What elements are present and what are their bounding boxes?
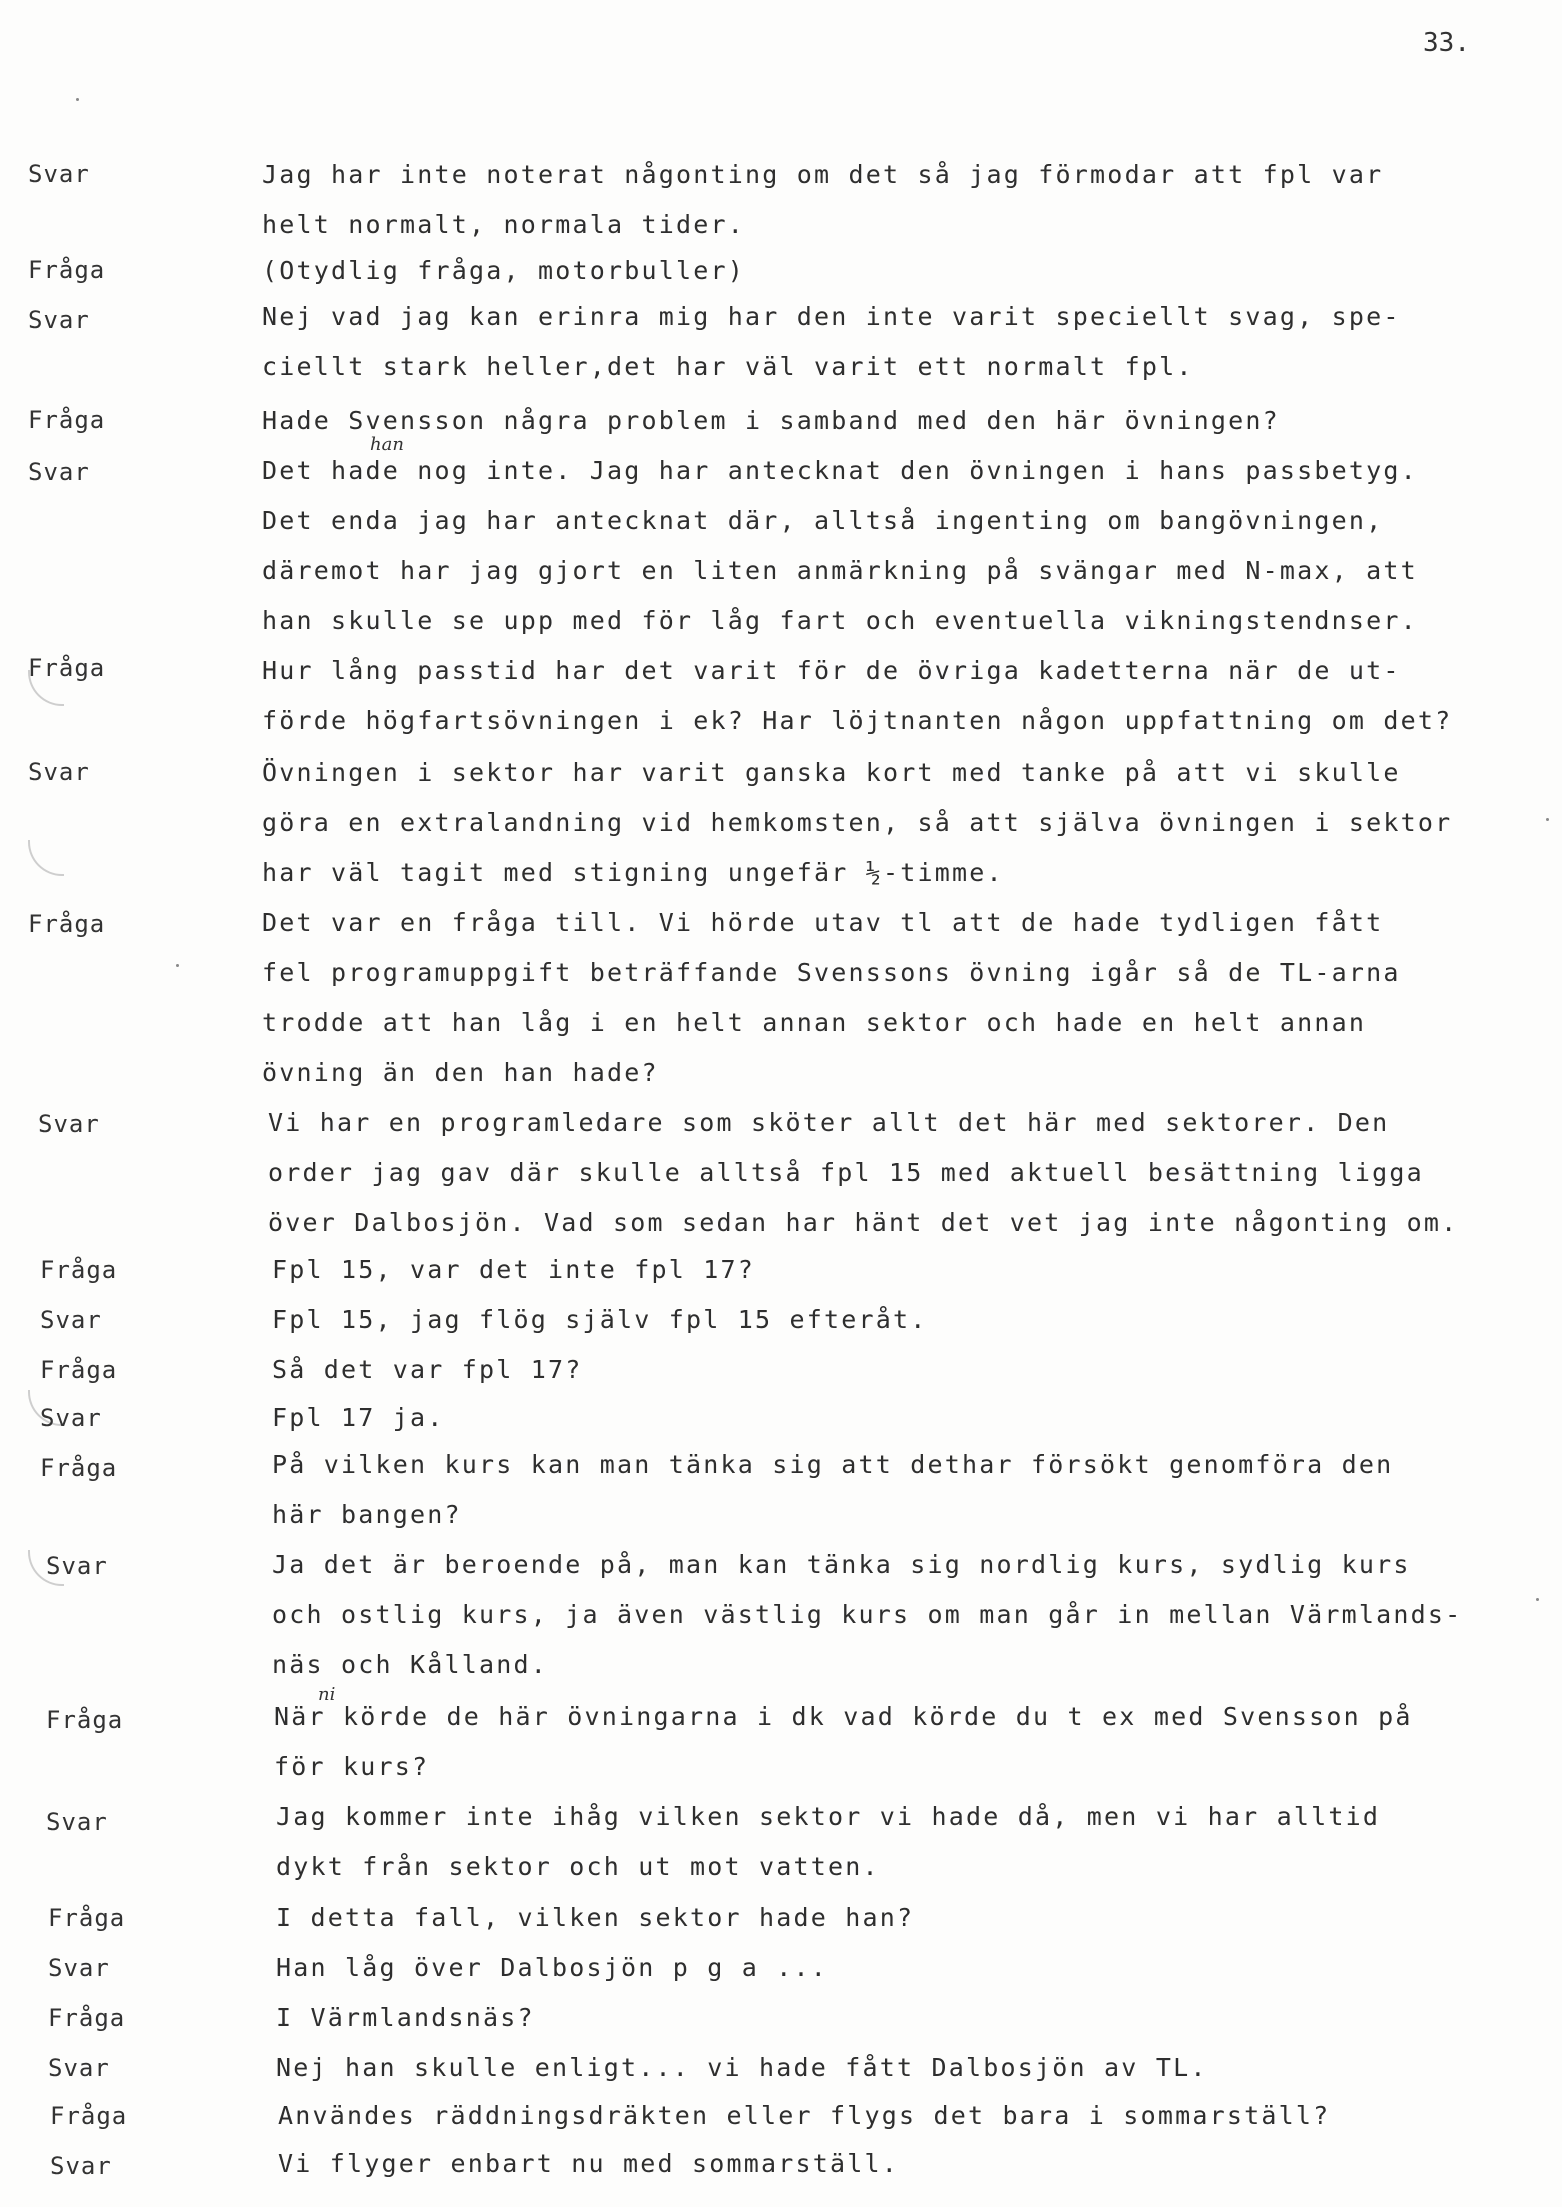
text-line: Det enda jag har antecknat där, alltså ingenting om bangövningen, [262,506,1384,535]
text-line: förde högfartsövningen i ek? Har löjtnanten någon uppfattning om det? [262,706,1453,735]
entry-text [272,1246,1522,1294]
text-line: order jag gav där skulle alltså fpl 15 med aktuell besättning ligga [268,1158,1424,1187]
speaker-label: Fråga [40,1356,118,1384]
speaker-label: Fråga [48,2004,126,2032]
text-line: Jag har inte noterat någonting om det så jag förmodar att fpl var [262,160,1384,189]
paper-speck [176,964,179,967]
entry-text [276,1994,1526,2042]
text-line: fel programuppgift beträffande Svenssons övning igår så de TL-arna [262,958,1401,987]
speaker-label: Svar [46,1808,108,1836]
entry-text [278,2092,1528,2140]
entry-text [262,748,1512,898]
text-line: har väl tagit med stigning ungefär ½-timme. [262,858,1004,887]
speaker-label: Svar [28,758,90,786]
page-number: 33. [1423,28,1470,58]
entry-text [272,1346,1522,1394]
speaker-label: Svar [40,1306,102,1334]
text-line: I Värmlandsnäs? [276,2003,535,2032]
entry-text [276,1894,1526,1942]
text-line: Vi har en programledare som sköter allt det här med sektorer. Den [268,1108,1390,1137]
speaker-label: Svar [46,1552,108,1580]
text-line: Hur lång passtid har det varit för de övriga kadetterna när de ut- [262,656,1401,685]
entry-text [262,396,1512,446]
text-line: han skulle se upp med för låg fart och eventuella vikningstendnser. [262,606,1418,635]
text-line: ciellt stark heller,det har väl varit ett normalt fpl. [262,352,1194,381]
speaker-label: Svar [48,2054,110,2082]
text-line: Övningen i sektor har varit ganska kort med tanke på att vi skulle [262,758,1401,787]
paper-speck [1546,818,1549,821]
speaker-label: Fråga [28,654,106,682]
speaker-label: Svar [48,1954,110,1982]
speaker-label: Svar [28,306,90,334]
text-line: däremot har jag gjort en liten anmärkning på svängar med N-max, att [262,556,1418,585]
text-line: här bangen? [272,1500,462,1529]
paper-speck [76,98,79,101]
entry-text [262,246,1512,296]
text-line: Det hade nog inte. Jag har antecknat den övningen i hans passbetyg. [262,456,1418,485]
entry-text [272,1394,1522,1442]
text-line: Det var en fråga till. Vi hörde utav tl att de hade tydligen fått [262,908,1384,937]
text-line: Jag kommer inte ihåg vilken sektor vi hade då, men vi har alltid [276,1802,1381,1831]
handwritten-insertion: han [370,434,404,455]
text-line: När körde de här övningarna i dk vad körde du t ex med Svensson på [274,1702,1413,1731]
text-line: övning än den han hade? [262,1058,659,1087]
paper-speck [1536,1598,1539,1601]
text-line: och ostlig kurs, ja även västlig kurs om man går in mellan Värmlands- [272,1600,1463,1629]
entry-text [272,1440,1522,1540]
text-line: Fpl 17 ja. [272,1403,445,1432]
speaker-label: Fråga [48,1904,126,1932]
text-line: I detta fall, vilken sektor hade han? [276,1903,915,1932]
text-line: dykt från sektor och ut mot vatten. [276,1852,880,1881]
entry-text [268,1098,1518,1248]
entry-text [262,150,1512,250]
text-line: På vilken kurs kan man tänka sig att dethar försökt genomföra den [272,1450,1394,1479]
entry-text [262,898,1512,1098]
text-line: Vi flyger enbart nu med sommarställ. [278,2149,900,2178]
speaker-label: Fråga [40,1454,118,1482]
entry-text [272,1540,1522,1690]
entry-text [276,2044,1526,2092]
text-line: Så det var fpl 17? [272,1355,583,1384]
entry-text [276,1944,1526,1992]
speaker-label: Svar [38,1110,100,1138]
entry-text [274,1692,1524,1792]
text-line: Nej han skulle enligt... vi hade fått Dalbosjön av TL. [276,2053,1208,2082]
text-line: Fpl 15, jag flög själv fpl 15 efteråt. [272,1305,928,1334]
text-line: (Otydlig fråga, motorbuller) [262,256,746,285]
speaker-label: Svar [28,160,90,188]
entry-text [262,446,1512,646]
entry-text [262,646,1512,746]
speaker-label: Fråga [46,1706,124,1734]
text-line: Nej vad jag kan erinra mig har den inte varit speciellt svag, spe- [262,302,1401,331]
text-line: Hade Svensson några problem i samband med den här övningen? [262,406,1280,435]
speaker-label: Fråga [28,406,106,434]
entry-text [278,2140,1528,2188]
speaker-label: Svar [40,1404,102,1432]
entry-text [262,292,1512,392]
text-line: helt normalt, normala tider. [262,210,746,239]
punch-hole-mark [28,840,64,876]
speaker-label: Fråga [40,1256,118,1284]
speaker-label: Fråga [28,910,106,938]
speaker-label: Svar [28,458,90,486]
text-line: trodde att han låg i en helt annan sektor och hade en helt annan [262,1008,1367,1037]
entry-text [272,1296,1522,1344]
speaker-label: Fråga [50,2102,128,2130]
text-line: Fpl 15, var det inte fpl 17? [272,1255,756,1284]
text-line: göra en extralandning vid hemkomsten, så att själva övningen i sektor [262,808,1453,837]
text-line: över Dalbosjön. Vad som sedan har hänt det vet jag inte någonting om. [268,1208,1459,1237]
speaker-label: Fråga [28,256,106,284]
text-line: Användes räddningsdräkten eller flygs det bara i sommarställ? [278,2101,1331,2130]
text-line: näs och Kålland. [272,1650,549,1679]
entry-text [276,1792,1526,1892]
text-line: Han låg över Dalbosjön p g a ... [276,1953,829,1982]
text-line: för kurs? [274,1752,430,1781]
handwritten-insertion: ni [318,1684,336,1705]
speaker-label: Svar [50,2152,112,2180]
text-line: Ja det är beroende på, man kan tänka sig nordlig kurs, sydlig kurs [272,1550,1411,1579]
